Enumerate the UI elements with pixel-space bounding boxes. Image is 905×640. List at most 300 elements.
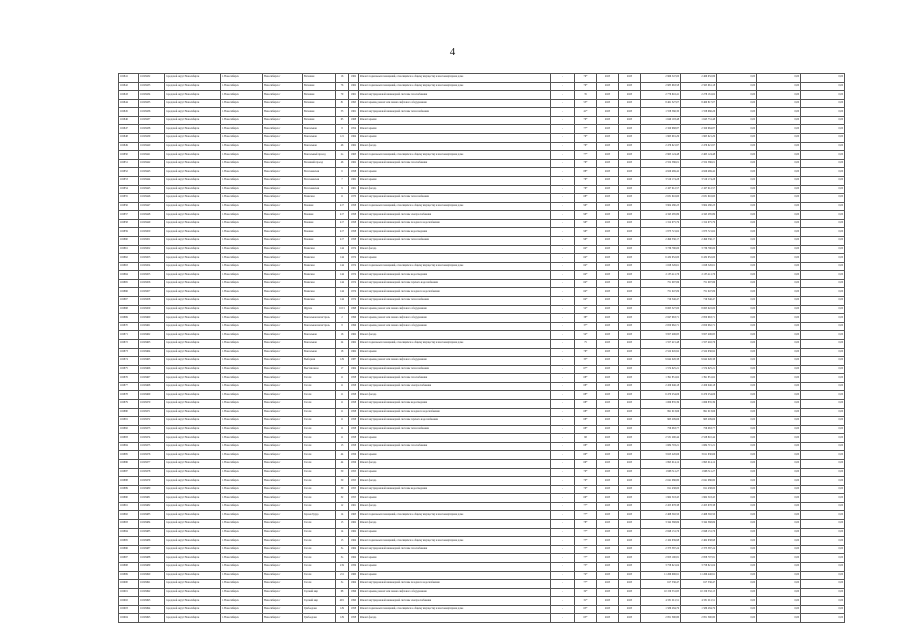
row-year-end: 2023 <box>619 339 641 348</box>
row-cost-total: 2 848 131,76 <box>641 528 681 537</box>
row-zero-2: 0,00 <box>757 502 801 511</box>
row-work-type: Ремонт крыши <box>359 125 551 134</box>
row-year-end: 2023 <box>619 571 641 580</box>
row-cost-total: 1 028 526,61 <box>641 262 681 271</box>
row-year: 1961 <box>349 108 359 117</box>
row-zero-3: 0,00 <box>801 219 845 228</box>
row-id: 102853 <box>119 176 139 185</box>
row-work-type: Ремонт крыши <box>359 348 551 357</box>
row-id: 102899 <box>119 571 139 580</box>
row-region: городской округ Новосибирск <box>165 279 221 288</box>
row-cost-fund: 1 557 402,76 <box>681 339 717 348</box>
row-city: г. Новосибирск <box>221 134 263 143</box>
row-year: 1958 <box>349 202 359 211</box>
row-zero-1: 0,00 <box>717 545 757 554</box>
row-district: Новосибирск г <box>263 116 303 125</box>
row-house: 11 <box>336 391 349 400</box>
row-year: 1958 <box>349 408 359 417</box>
row-year: 1974 <box>349 297 359 306</box>
row-zero-1: 0,00 <box>717 494 757 503</box>
row-house: 417 <box>336 202 349 211</box>
table-row <box>119 245 845 254</box>
row-code: 11028450 <box>139 228 165 237</box>
row-dash: - <box>551 142 575 151</box>
row-id: 102846 <box>119 116 139 125</box>
row-cost-fund: 3 519 174,28 <box>681 176 717 185</box>
row-district: Новосибирск г <box>263 176 303 185</box>
row-work-type: Ремонт фасада <box>359 142 551 151</box>
row-dash: - <box>551 339 575 348</box>
row-wear: 79* <box>575 74 597 83</box>
row-cost-total: 8 461 327,07 <box>641 99 681 108</box>
row-year: 1964 <box>349 365 359 374</box>
row-id: 102903 <box>119 605 139 614</box>
row-code: 11028494 <box>139 605 165 614</box>
row-house: 11 <box>336 434 349 443</box>
row-year-end: 2023 <box>619 554 641 563</box>
row-work-type: Ремонт подвальных помещений, относящихся к общему имуществу в многоквартирном доме <box>359 151 551 160</box>
row-zero-1: 0,00 <box>717 562 757 571</box>
row-street: Вокзальный проезд <box>303 151 336 160</box>
row-zero-2: 0,00 <box>757 279 801 288</box>
row-region: городской округ Новосибирск <box>165 339 221 348</box>
row-cost-total: 1 557 415,48 <box>641 339 681 348</box>
row-street: Вагонная <box>303 116 336 125</box>
row-region: городской округ Новосибирск <box>165 348 221 357</box>
row-code: 11028436 <box>139 108 165 117</box>
row-street: Вокзальная <box>303 142 336 151</box>
row-region: городской округ Новосибирск <box>165 545 221 554</box>
row-zero-1: 0,00 <box>717 82 757 91</box>
row-zero-1: 0,00 <box>717 194 757 203</box>
row-zero-2: 0,00 <box>757 545 801 554</box>
row-cost-total: 2 320 968,87 <box>641 125 681 134</box>
row-region: городской округ Новосибирск <box>165 99 221 108</box>
row-year-start: 2023 <box>597 159 619 168</box>
row-year: 1958 <box>349 211 359 220</box>
row-district: Новосибирск г <box>263 425 303 434</box>
row-zero-3: 0,00 <box>801 451 845 460</box>
row-house: 3а <box>336 554 349 563</box>
table-row <box>119 374 845 383</box>
row-zero-2: 0,00 <box>757 477 801 486</box>
row-wear: 77* <box>575 528 597 537</box>
row-work-type: Ремонт крыши <box>359 554 551 563</box>
row-work-type: Ремонт внутридомовой инженерной системы газоснабжения <box>359 159 551 168</box>
row-city: г. Новосибирск <box>221 571 263 580</box>
row-zero-2: 0,00 <box>757 348 801 357</box>
row-year-end: 2023 <box>619 236 641 245</box>
row-id: 102890 <box>119 494 139 503</box>
table-row <box>119 425 845 434</box>
row-code: 11028485 <box>139 528 165 537</box>
row-dash: - <box>551 374 575 383</box>
row-year: 1958 <box>349 417 359 426</box>
row-zero-3: 0,00 <box>801 254 845 263</box>
row-code: 11028460 <box>139 314 165 323</box>
row-zero-1: 0,00 <box>717 176 757 185</box>
row-year: 1964 <box>349 580 359 589</box>
row-code: 11028471 <box>139 408 165 417</box>
row-year: 1961 <box>349 502 359 511</box>
row-zero-2: 0,00 <box>757 202 801 211</box>
row-street: Вокзальная магистраль <box>303 314 336 323</box>
row-cost-total: 2 552 586,01 <box>641 159 681 168</box>
row-cost-total: 991 013,66 <box>641 408 681 417</box>
row-zero-3: 0,00 <box>801 614 845 623</box>
row-cost-fund: 2 851 390,80 <box>681 614 717 623</box>
row-dash: - <box>551 305 575 314</box>
row-year: 1962 <box>349 331 359 340</box>
row-year-end: 2023 <box>619 125 641 134</box>
row-city: г. Новосибирск <box>221 614 263 623</box>
row-house: 219 <box>336 562 349 571</box>
row-id: 102889 <box>119 485 139 494</box>
row-house: 12 <box>336 502 349 511</box>
row-house: 81 <box>336 99 349 108</box>
row-id: 102901 <box>119 588 139 597</box>
row-zero-3: 0,00 <box>801 571 845 580</box>
row-house: 40/1 <box>336 597 349 606</box>
row-work-type: Ремонт крыши, ремонт или замена лифтового оборудования <box>359 314 551 323</box>
table-row <box>119 254 845 263</box>
row-dash: - <box>551 194 575 203</box>
row-year-end: 2023 <box>619 99 641 108</box>
row-dash: - <box>551 399 575 408</box>
row-district: Новосибирск г <box>263 357 303 366</box>
row-year-start: 2023 <box>597 434 619 443</box>
row-year: 1962 <box>349 159 359 168</box>
row-dash: - <box>551 588 575 597</box>
row-cost-fund: 2 850 663,71 <box>681 314 717 323</box>
row-code: 11028495 <box>139 614 165 623</box>
row-year: 1958 <box>349 374 359 383</box>
row-cost-total: 2 985 663,58 <box>641 82 681 91</box>
row-district: Новосибирск г <box>263 125 303 134</box>
row-dash: - <box>551 382 575 391</box>
row-id: 102847 <box>119 125 139 134</box>
row-district: Новосибирск г <box>263 322 303 331</box>
row-code: 11028444 <box>139 176 165 185</box>
row-year: 1974 <box>349 271 359 280</box>
row-id: 102883 <box>119 434 139 443</box>
row-year-start: 2023 <box>597 219 619 228</box>
row-year-start: 2023 <box>597 374 619 383</box>
row-region: городской округ Новосибирск <box>165 399 221 408</box>
row-year-end: 2023 <box>619 151 641 160</box>
row-cost-fund: 8 065 922,00 <box>681 305 717 314</box>
row-wear: 38* <box>575 314 597 323</box>
row-cost-total: 2 167 912,57 <box>641 185 681 194</box>
row-zero-2: 0,00 <box>757 99 801 108</box>
row-street: Вокзальная <box>303 331 336 340</box>
row-year: 1964 <box>349 537 359 546</box>
row-wear: 77* <box>575 580 597 589</box>
row-dash: - <box>551 554 575 563</box>
row-year-end: 2023 <box>619 74 641 83</box>
row-work-type: Ремонт фасада <box>359 185 551 194</box>
table-row <box>119 185 845 194</box>
row-cost-total: 751 047,09 <box>641 288 681 297</box>
row-cost-fund: 2 476 621,97 <box>681 142 717 151</box>
row-zero-1: 0,00 <box>717 442 757 451</box>
row-cost-fund: 3 904 280,23 <box>681 202 717 211</box>
row-zero-1: 0,00 <box>717 554 757 563</box>
row-zero-1: 0,00 <box>717 399 757 408</box>
row-street: Волочаевская <box>303 176 336 185</box>
row-zero-2: 0,00 <box>757 211 801 220</box>
row-zero-3: 0,00 <box>801 168 845 177</box>
row-cost-fund: 756 063,77 <box>681 425 717 434</box>
row-city: г. Новосибирск <box>221 99 263 108</box>
row-dash: - <box>551 314 575 323</box>
row-district: Новосибирск г <box>263 382 303 391</box>
row-id: 102870 <box>119 322 139 331</box>
row-zero-1: 0,00 <box>717 314 757 323</box>
row-year-start: 2023 <box>597 417 619 426</box>
row-zero-1: 0,00 <box>717 116 757 125</box>
row-cost-fund: 1 995 014,12 <box>681 460 717 469</box>
row-house: 417 <box>336 211 349 220</box>
table-row <box>119 228 845 237</box>
row-work-type: Ремонт внутридомовой инженерной системы газоснабжения <box>359 91 551 100</box>
row-year-start: 2023 <box>597 605 619 614</box>
row-zero-1: 0,00 <box>717 357 757 366</box>
row-street: Военная <box>303 228 336 237</box>
table-row <box>119 271 845 280</box>
row-street: Вокзальная магистраль <box>303 322 336 331</box>
row-year: 1962 <box>349 520 359 529</box>
row-zero-1: 0,00 <box>717 74 757 83</box>
row-zero-1: 0,00 <box>717 322 757 331</box>
row-street: Волочаевская <box>303 168 336 177</box>
row-dash: - <box>551 485 575 494</box>
table-row <box>119 99 845 108</box>
row-code: 11028452 <box>139 245 165 254</box>
table-row <box>119 74 845 83</box>
row-code: 11028484 <box>139 520 165 529</box>
row-work-type: Ремонт крыши <box>359 176 551 185</box>
table-row <box>119 236 845 245</box>
row-year: 1974 <box>349 288 359 297</box>
row-zero-3: 0,00 <box>801 211 845 220</box>
row-wear: 64* <box>575 271 597 280</box>
row-district: Новосибирск г <box>263 348 303 357</box>
row-cost-fund: 991 013,66 <box>681 408 717 417</box>
row-cost-total: 2 847 963,71 <box>641 314 681 323</box>
row-cost-fund: 1 391 851,62 <box>681 374 717 383</box>
row-zero-2: 0,00 <box>757 288 801 297</box>
table-row <box>119 322 845 331</box>
row-year: 1959 <box>349 562 359 571</box>
row-work-type: Ремонт фасада <box>359 245 551 254</box>
row-wear: 65* <box>575 614 597 623</box>
row-zero-1: 0,00 <box>717 391 757 400</box>
row-year-end: 2023 <box>619 142 641 151</box>
row-city: г. Новосибирск <box>221 545 263 554</box>
row-district: Новосибирск г <box>263 194 303 203</box>
row-year-start: 2023 <box>597 442 619 451</box>
row-year-end: 2023 <box>619 228 641 237</box>
row-year-start: 2023 <box>597 271 619 280</box>
row-code: 11028486 <box>139 537 165 546</box>
row-dash: - <box>551 545 575 554</box>
row-city: г. Новосибирск <box>221 245 263 254</box>
row-wear: 35 <box>575 91 597 100</box>
row-house: 129 <box>336 605 349 614</box>
row-wear: 77* <box>575 545 597 554</box>
table-row <box>119 219 845 228</box>
row-id: 102857 <box>119 211 139 220</box>
row-zero-3: 0,00 <box>801 322 845 331</box>
row-code: 11028438 <box>139 125 165 134</box>
row-code: 11028437 <box>139 116 165 125</box>
row-street: Горский мкр <box>303 588 336 597</box>
row-wear: 77* <box>575 151 597 160</box>
row-zero-1: 0,00 <box>717 125 757 134</box>
row-zero-3: 0,00 <box>801 142 845 151</box>
row-cost-total: 2 135 411,76 <box>641 271 681 280</box>
row-id: 102873 <box>119 348 139 357</box>
table-row <box>119 82 845 91</box>
row-zero-2: 0,00 <box>757 417 801 426</box>
row-cost-total: 1 312 975,79 <box>641 219 681 228</box>
row-wear: 88* <box>575 168 597 177</box>
row-region: городской округ Новосибирск <box>165 460 221 469</box>
row-city: г. Новосибирск <box>221 597 263 606</box>
row-code: 11028458 <box>139 297 165 306</box>
row-cost-fund: 1 069 835,39 <box>681 399 717 408</box>
row-id: 102854 <box>119 185 139 194</box>
row-year: 1958 <box>349 236 359 245</box>
row-city: г. Новосибирск <box>221 142 263 151</box>
row-cost-total: 2 373 387,24 <box>641 545 681 554</box>
row-district: Новосибирск г <box>263 82 303 91</box>
row-year-start: 2023 <box>597 357 619 366</box>
row-code: 11028467 <box>139 374 165 383</box>
row-cost-fund: 1 973 721,62 <box>681 228 717 237</box>
row-year-start: 2023 <box>597 382 619 391</box>
row-code: 11028441 <box>139 151 165 160</box>
table-row <box>119 417 845 426</box>
row-work-type: Ремонт внутридомовой инженерной системы теплоснабжения <box>359 425 551 434</box>
row-wear: 70* <box>575 477 597 486</box>
row-city: г. Новосибирск <box>221 297 263 306</box>
row-district: Новосибирск г <box>263 511 303 520</box>
row-year-end: 2023 <box>619 605 641 614</box>
row-id: 102882 <box>119 425 139 434</box>
row-year-start: 2023 <box>597 494 619 503</box>
row-district: Новосибирск г <box>263 434 303 443</box>
row-district: Новосибирск г <box>263 142 303 151</box>
row-zero-2: 0,00 <box>757 82 801 91</box>
row-region: городской округ Новосибирск <box>165 502 221 511</box>
row-year: 1974 <box>349 262 359 271</box>
row-street: Вокзальная <box>303 134 336 143</box>
row-street: Воинская <box>303 297 336 306</box>
row-street: Гоголя <box>303 485 336 494</box>
row-year-start: 2023 <box>597 399 619 408</box>
table-row <box>119 502 845 511</box>
row-year-start: 2023 <box>597 425 619 434</box>
row-year: 1956 <box>349 460 359 469</box>
row-year-start: 2023 <box>597 408 619 417</box>
row-wear: 77* <box>575 125 597 134</box>
row-cost-total: 10 159 531,85 <box>641 588 681 597</box>
row-city: г. Новосибирск <box>221 211 263 220</box>
row-zero-3: 0,00 <box>801 194 845 203</box>
row-wear: 77* <box>575 502 597 511</box>
row-code: 11028472 <box>139 417 165 426</box>
row-zero-3: 0,00 <box>801 108 845 117</box>
row-cost-total: 4 345 285,89 <box>641 211 681 220</box>
row-zero-3: 0,00 <box>801 236 845 245</box>
row-cost-fund: 2 167 912,57 <box>681 185 717 194</box>
row-wear: 64* <box>575 288 597 297</box>
row-code: 11028439 <box>139 134 165 143</box>
row-year-start: 2023 <box>597 588 619 597</box>
row-district: Новосибирск г <box>263 365 303 374</box>
row-code: 11028491 <box>139 580 165 589</box>
table-row <box>119 314 845 323</box>
row-region: городской округ Новосибирск <box>165 605 221 614</box>
table-row <box>119 460 845 469</box>
row-code: 11028487 <box>139 545 165 554</box>
row-year-start: 2023 <box>597 116 619 125</box>
row-zero-2: 0,00 <box>757 528 801 537</box>
row-dash: - <box>551 116 575 125</box>
row-id: 102859 <box>119 228 139 237</box>
row-dash: - <box>551 477 575 486</box>
row-zero-3: 0,00 <box>801 74 845 83</box>
row-code: 11028477 <box>139 460 165 469</box>
row-zero-3: 0,00 <box>801 348 845 357</box>
row-cost-total: 1 684 703,21 <box>641 442 681 451</box>
row-house: 144 <box>336 288 349 297</box>
row-house: 76 <box>336 82 349 91</box>
row-cost-total: 1 649 193,48 <box>641 116 681 125</box>
row-id: 102884 <box>119 442 139 451</box>
row-district: Новосибирск г <box>263 288 303 297</box>
row-cost-total: 2 531 290,44 <box>641 434 681 443</box>
row-zero-3: 0,00 <box>801 588 845 597</box>
row-year-start: 2023 <box>597 545 619 554</box>
row-district: Новосибирск г <box>263 339 303 348</box>
row-cost-fund: 3 758 821,04 <box>681 562 717 571</box>
row-region: городской округ Новосибирск <box>165 159 221 168</box>
row-year: 1970 <box>349 194 359 203</box>
row-year: 1955 <box>349 477 359 486</box>
row-id: 102865 <box>119 279 139 288</box>
row-district: Новосибирск г <box>263 374 303 383</box>
row-zero-1: 0,00 <box>717 254 757 263</box>
row-cost-fund: 1 312 975,79 <box>681 219 717 228</box>
row-cost-fund: 1 962 518,45 <box>681 494 717 503</box>
row-district: Новосибирск г <box>263 314 303 323</box>
row-street: Горский мкр <box>303 597 336 606</box>
row-cost-fund: 3 342 368,69 <box>681 520 717 529</box>
row-code: 11028480 <box>139 485 165 494</box>
row-city: г. Новосибирск <box>221 588 263 597</box>
row-zero-2: 0,00 <box>757 468 801 477</box>
row-year-end: 2023 <box>619 262 641 271</box>
row-year: 1958 <box>349 382 359 391</box>
row-year-start: 2023 <box>597 314 619 323</box>
row-dash: - <box>551 494 575 503</box>
row-district: Новосибирск г <box>263 588 303 597</box>
row-year: 1964 <box>349 554 359 563</box>
row-zero-1: 0,00 <box>717 262 757 271</box>
